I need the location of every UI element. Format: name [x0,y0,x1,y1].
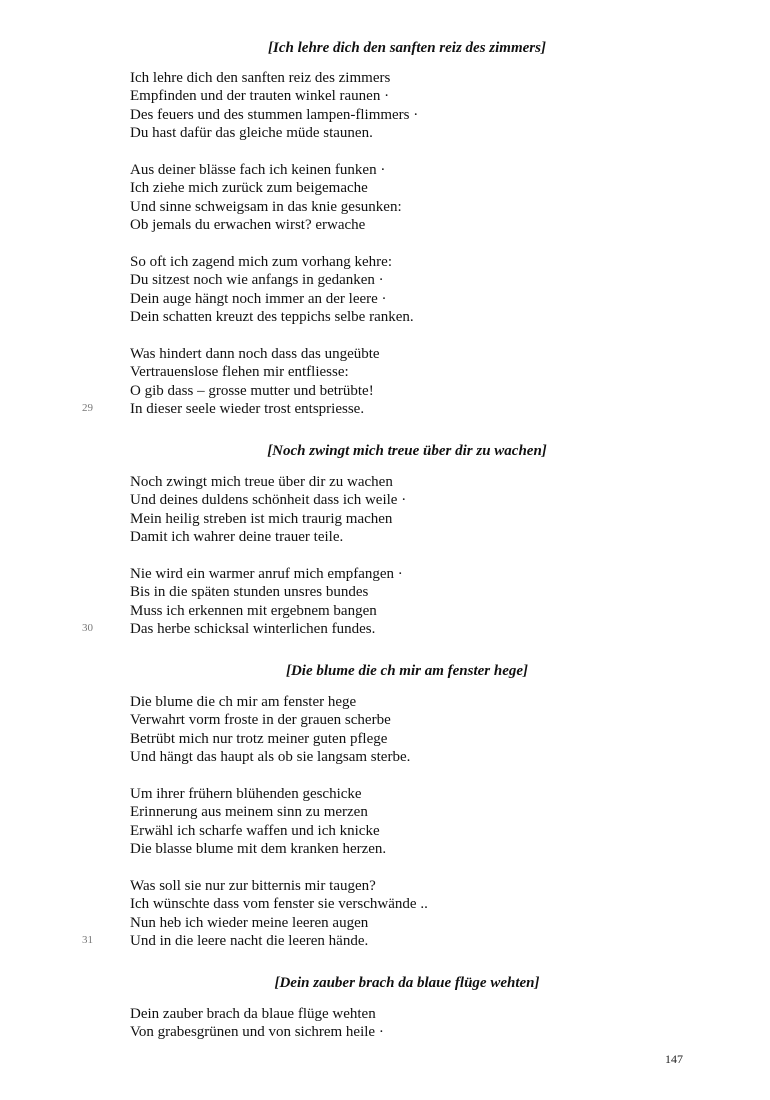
stanza [130,161,402,235]
verse-line: So oft ich zagend mich zum vorhang kehre: [130,254,393,270]
stanza [130,1005,384,1042]
verse-line: Um ihrer frühern blühenden geschicke [130,786,362,802]
verse-line: Verwahrt vorm froste in der grauen scherbe [130,712,391,729]
verse-line: Und hängt das haupt als ob sie langsam sterbe. [130,749,411,766]
verse-line: Des feuers und des stummen lampen-flimmers · [130,106,419,123]
verse-line: Ich lehre dich den sanften reiz des zimmers [130,70,391,86]
verse-line: Nun heb ich wieder meine leeren augen [130,914,369,931]
stanza [130,565,403,639]
verse-line: Aus deiner blässe fach ich keinen funken · [130,162,386,178]
poem-number: 29 [82,402,93,414]
verse-line: Das herbe schicksal winterlichen fundes. [130,621,376,638]
verse-line: Vertrauenslose flehen mir entfliesse: [130,364,349,381]
poem-number: 30 [82,622,93,634]
verse-line: Dein auge hängt noch immer an der leere · [130,290,387,307]
verse-line: Mein heilig streben ist mich traurig machen [130,510,393,527]
verse-line: Und in die leere nacht die leeren hände. [130,933,369,950]
verse-line: Ob jemals du erwachen wirst? erwache [130,217,366,234]
verse-line: Was soll sie nur zur bitternis mir taugen? [130,878,376,894]
page-number: 147 [665,1052,683,1066]
verse-line: Die blume die ch mir am fenster hege [130,694,357,710]
verse-line: Du sitzest noch wie anfangs in gedanken · [130,272,384,289]
verse-line: Bis in die späten stunden unsres bundes [130,584,369,601]
poem-title: [Ich lehre dich den sanften reiz des zimmers] [268,40,546,56]
verse-line: Du hast dafür das gleiche müde staunen. [130,125,373,142]
poem-number: 31 [82,934,93,946]
verse-line: Noch zwingt mich treue über dir zu wachen [130,474,393,490]
stanza [130,253,414,327]
stanza [130,785,386,859]
stanza [130,877,428,951]
verse-line: Betrübt mich nur trotz meiner guten pflege [130,730,388,747]
verse-line: Die blasse blume mit dem kranken herzen. [130,841,387,858]
verse-line: Dein schatten kreuzt des teppichs selbe ranken. [130,309,414,326]
verse-line: Damit ich wahrer deine trauer teile. [130,529,344,546]
stanza [130,693,410,767]
verse-line: Empfinden und der trauten winkel raunen · [130,88,390,105]
stanza [130,473,406,547]
verse-line: Von grabesgrünen und von sichrem heile · [130,1024,384,1041]
verse-line: Erwähl ich scharfe waffen und ich knicke [130,822,380,839]
verse-line: Ich wünschte dass vom fenster sie verschwände .. [130,896,428,913]
poem-title: [Noch zwingt mich treue über dir zu wachen] [267,443,547,459]
verse-line: Nie wird ein warmer anruf mich empfangen · [130,566,403,582]
verse-line: Ich ziehe mich zurück zum beigemache [130,180,368,197]
poem-title: [Die blume die ch mir am fenster hege] [285,663,529,679]
stanza [130,345,380,419]
verse-line: Was hindert dann noch dass das ungeübte [130,346,380,362]
verse-line: Erinnerung aus meinem sinn zu merzen [130,804,368,821]
verse-line: Und deines duldens schönheit dass ich weile · [130,492,407,509]
verse-line: Muss ich erkennen mit ergebnem bangen [130,602,377,619]
verse-line: In dieser seele wieder trost entspriesse. [130,401,365,418]
verse-line: Und sinne schweigsam in das knie gesunken: [130,198,402,215]
stanza [130,69,418,143]
poem-title: [Dein zauber brach da blaue flüge wehten] [274,975,540,991]
verse-line: O gib dass – grosse mutter und betrübte! [130,382,374,399]
verse-line: Dein zauber brach da blaue flüge wehten [130,1006,376,1022]
